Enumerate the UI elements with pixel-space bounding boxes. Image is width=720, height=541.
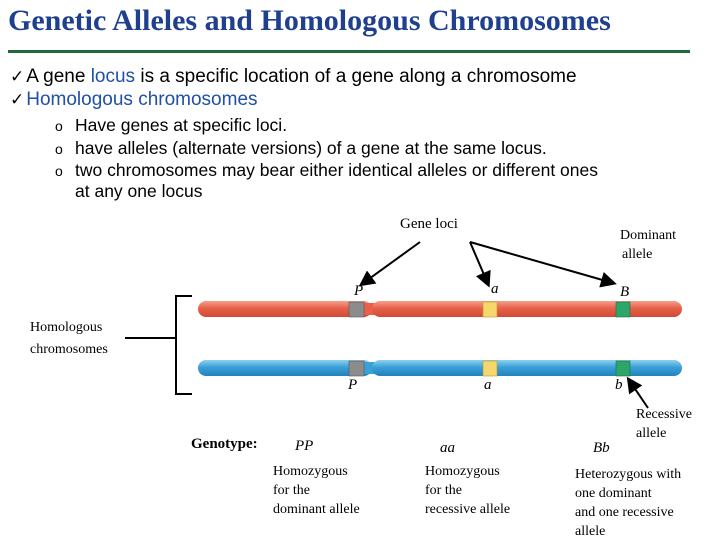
locus-bottom-a [483,361,497,376]
keyword-homologous: Homologous chromosomes [26,89,258,110]
recessive-label-line2: allele [636,426,667,441]
sub-item: o have alleles (alternate versions) of a gene at the same locus. [55,138,547,158]
sub-item: o Have genes at specific loci. [55,115,288,135]
locus-top-P [349,302,364,317]
keyword-locus: locus [90,66,136,87]
gene-loci-label: Gene loci [400,216,458,232]
genotype-heading: Genotype: [191,436,258,452]
allele-label-bottom-a: a [484,377,492,393]
sub-item-continuation: at any one locus [75,181,203,201]
gene-loci-arrows [362,242,613,284]
recessive-arrow [629,380,648,408]
circle-bullet-icon: o [55,141,63,157]
locus-bottom-b [616,361,630,376]
chromosome-top [198,301,682,317]
circle-bullet-icon: o [55,163,63,179]
genotype-desc-PP: Homozygous for the dominant allele [273,464,360,517]
circle-bullet-icon: o [55,118,63,134]
allele-label-bottom-b: b [615,377,623,393]
homologous-label-line1: Homologous [30,320,103,335]
allele-label-top-P: P [354,283,364,299]
locus-top-B [616,302,630,317]
locus-bottom-P [349,361,364,376]
dominant-label-line2: allele [622,247,653,262]
bullet-gene-locus: ✓ A gene locus is a specific location of a gene along a chromosome [10,66,577,87]
allele-label-top-B: B [620,284,630,300]
homologous-bracket [125,296,192,394]
allele-label-top-a: a [491,281,499,297]
checkmark-icon: ✓ [10,90,25,109]
chromosome-bottom [198,360,682,376]
genotype-code-Bb: Bb [593,440,610,456]
genotype-desc-aa: Homozygous for the recessive allele [425,464,511,517]
genotype-code-aa: aa [440,440,455,456]
locus-top-a [483,302,497,317]
homologous-label-line2: chromosomes [30,342,108,357]
checkmark-icon: ✓ [10,67,25,86]
page-title: Genetic Alleles and Homologous Chromosomes [8,4,611,37]
genotype-desc-Bb: Heterozygous with one dominant and one recessive allele [575,467,682,539]
sub-item: o two chromosomes may bear either identical alleles or different ones [55,160,598,180]
dominant-label-line1: Dominant [620,228,676,243]
recessive-label-line1: Recessive [636,407,692,422]
genotype-code-PP: PP [295,438,314,454]
allele-label-bottom-P: P [348,377,358,393]
